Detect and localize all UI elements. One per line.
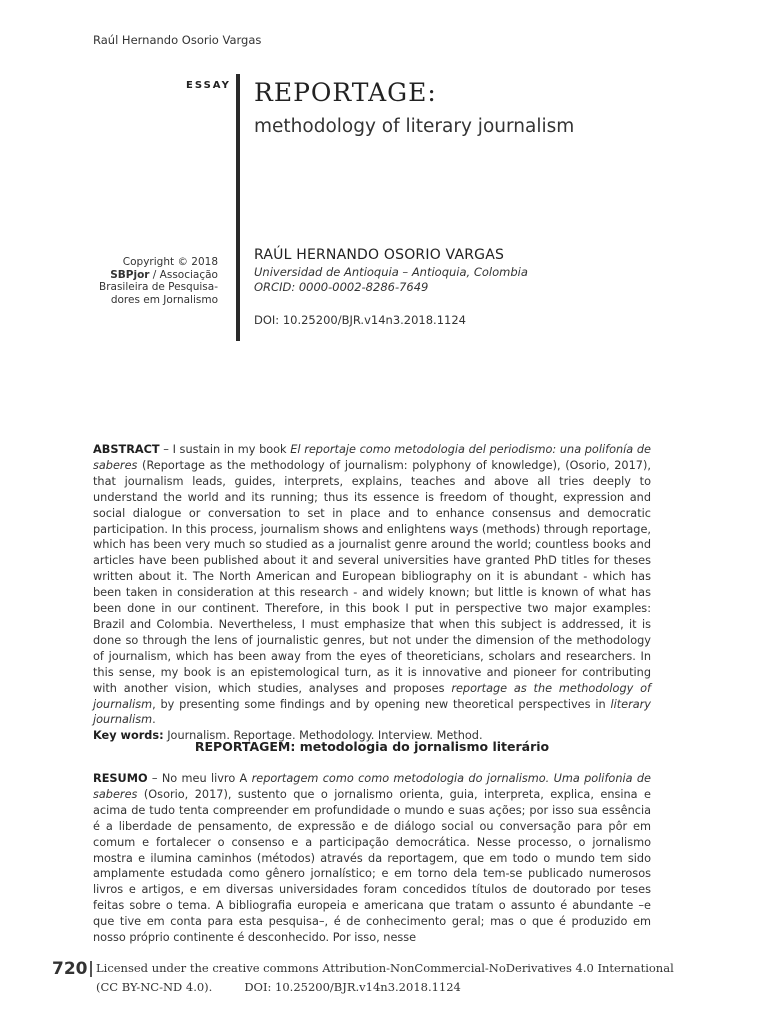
keywords-label: Key words: — [93, 729, 164, 743]
abstract-book-title: El reportaje como metodologia del periodismo: una polifonía de saberes — [93, 443, 651, 472]
copyright-line: Copyright © 2018 — [122, 256, 218, 268]
copyright-line: dores em Jornalismo — [110, 293, 218, 306]
author-affiliation: Universidad de Antioquia – Antioquia, Colombia — [254, 265, 528, 279]
license-notice: Licensed under the creative commons Attribution-NonCommercial-NoDerivatives 4.0 International — [96, 961, 674, 975]
copyright-notice — [93, 256, 218, 306]
copyright-org: SBPjor — [110, 268, 150, 281]
resumo-book-title: reportagem como como metodologia do jornalismo. Uma polifonia de saberes — [93, 772, 651, 801]
footer-line — [96, 980, 493, 994]
section-label: ESSAY — [186, 80, 231, 91]
resumo-label: RESUMO — [93, 772, 148, 785]
abstract-label: ABSTRACT — [93, 443, 160, 456]
abstract-text: (Reportage as the methodology of journalism: polyphony of knowledge), (Osorio, 2017), that journalism leads, guides, interprets, explains, teaches and above all tries deeply to understand the world and its running; thus its essence is freedom of thought, expression and social dialogue or conversation to set in place and to enhance consensus and democratic participation. In this process, journalism shows and enlightens ways (methods) through reportage, which has been very much so studied as a journalist genre around the world; countless books and articles have been published about it and several universities have granted PhD titles for theses written about it. The North American and European bibliography on it is abundant - which has been taken in consideration at this research - and widely known; but little is known of what has been done in our continent. Therefore, in this book I put in perspective two major examples: Brazil and Colombia. Nevertheless, I must emphasize that when this subject is addressed, it is done so through the lens of journalistic genres, but not under the dimension of the methodology of journalism, which has been away from the eyes of theoreticians, scholars and researchers. In this sense, my book is an epistemological turn, as it is innovative and pioneer for contributing with another vision, which studies, analyses and proposes — [93, 458, 651, 695]
page-number: 720 — [52, 959, 88, 979]
author-name: RAÚL HERNANDO OSORIO VARGAS — [254, 247, 505, 263]
footer-divider — [90, 961, 92, 977]
abstract-emphasis: reportage as the methodology of journalism — [93, 681, 652, 711]
copyright-org-rest: / Associação — [149, 268, 218, 281]
abstract-text: . — [152, 713, 156, 727]
resumo-lead: – No meu livro A — [147, 772, 252, 785]
running-head: Raúl Hernando Osorio Vargas — [93, 33, 262, 47]
keywords: Journalism. Reportage. Methodology. Interview. Method. — [163, 729, 483, 743]
copyright-org-line — [93, 269, 218, 282]
author-orcid: ORCID: 0000-0002-8286-7649 — [254, 280, 429, 294]
resumo-heading: REPORTAGEM: metodologia do jornalismo literário — [194, 739, 550, 754]
abstract-emphasis: literary journalism — [93, 697, 651, 727]
abstract-lead: – I sustain in my book — [159, 443, 291, 456]
resumo — [93, 771, 651, 946]
license-code: (CC BY-NC-ND 4.0). — [96, 980, 213, 994]
abstract-text: , by presenting some findings and by opening new theoretical perspectives in — [152, 697, 611, 711]
resumo-text: (Osorio, 2017), sustento que o jornalismo orienta, guia, interpreta, explica, ensina e acima de tudo tenta compreender em profundidade o mundo e suas ações; por isso sua essência é a liberdade de pensamento, de expressão e de diálogo social ou conversação para pôr em comum e fortalecer o consenso e a participação democrática. Nesse processo, o jornalismo mostra e ilumina caminhos (métodos) através da reportagem, que em todo o mundo tem sido amplamente estudada como gênero jornalístico; e em torno dela tem-se publicado numerosos livros e artigos, e em diversas universidades foram concedidos títulos de doutorado por teses feitas sobre o tema. A bibliografia europeia e americana que tratam o assunto é abundante –e que tive em conta para esta pesquisa–, é de conhecimento geral; mas o que é produzido em nosso próprio continente é desconhecido. Por isso, nesse — [93, 787, 651, 945]
abstract — [93, 442, 651, 744]
article-doi: DOI: 10.25200/BJR.v14n3.2018.1124 — [254, 313, 466, 327]
copyright-line: Brasileira de Pesquisa- — [98, 281, 218, 293]
vertical-rule — [236, 74, 240, 341]
article-title: REPORTAGE: — [254, 78, 437, 107]
footer-doi: DOI: 10.25200/BJR.v14n3.2018.1124 — [244, 980, 461, 994]
article-subtitle: methodology of literary journalism — [254, 116, 575, 137]
